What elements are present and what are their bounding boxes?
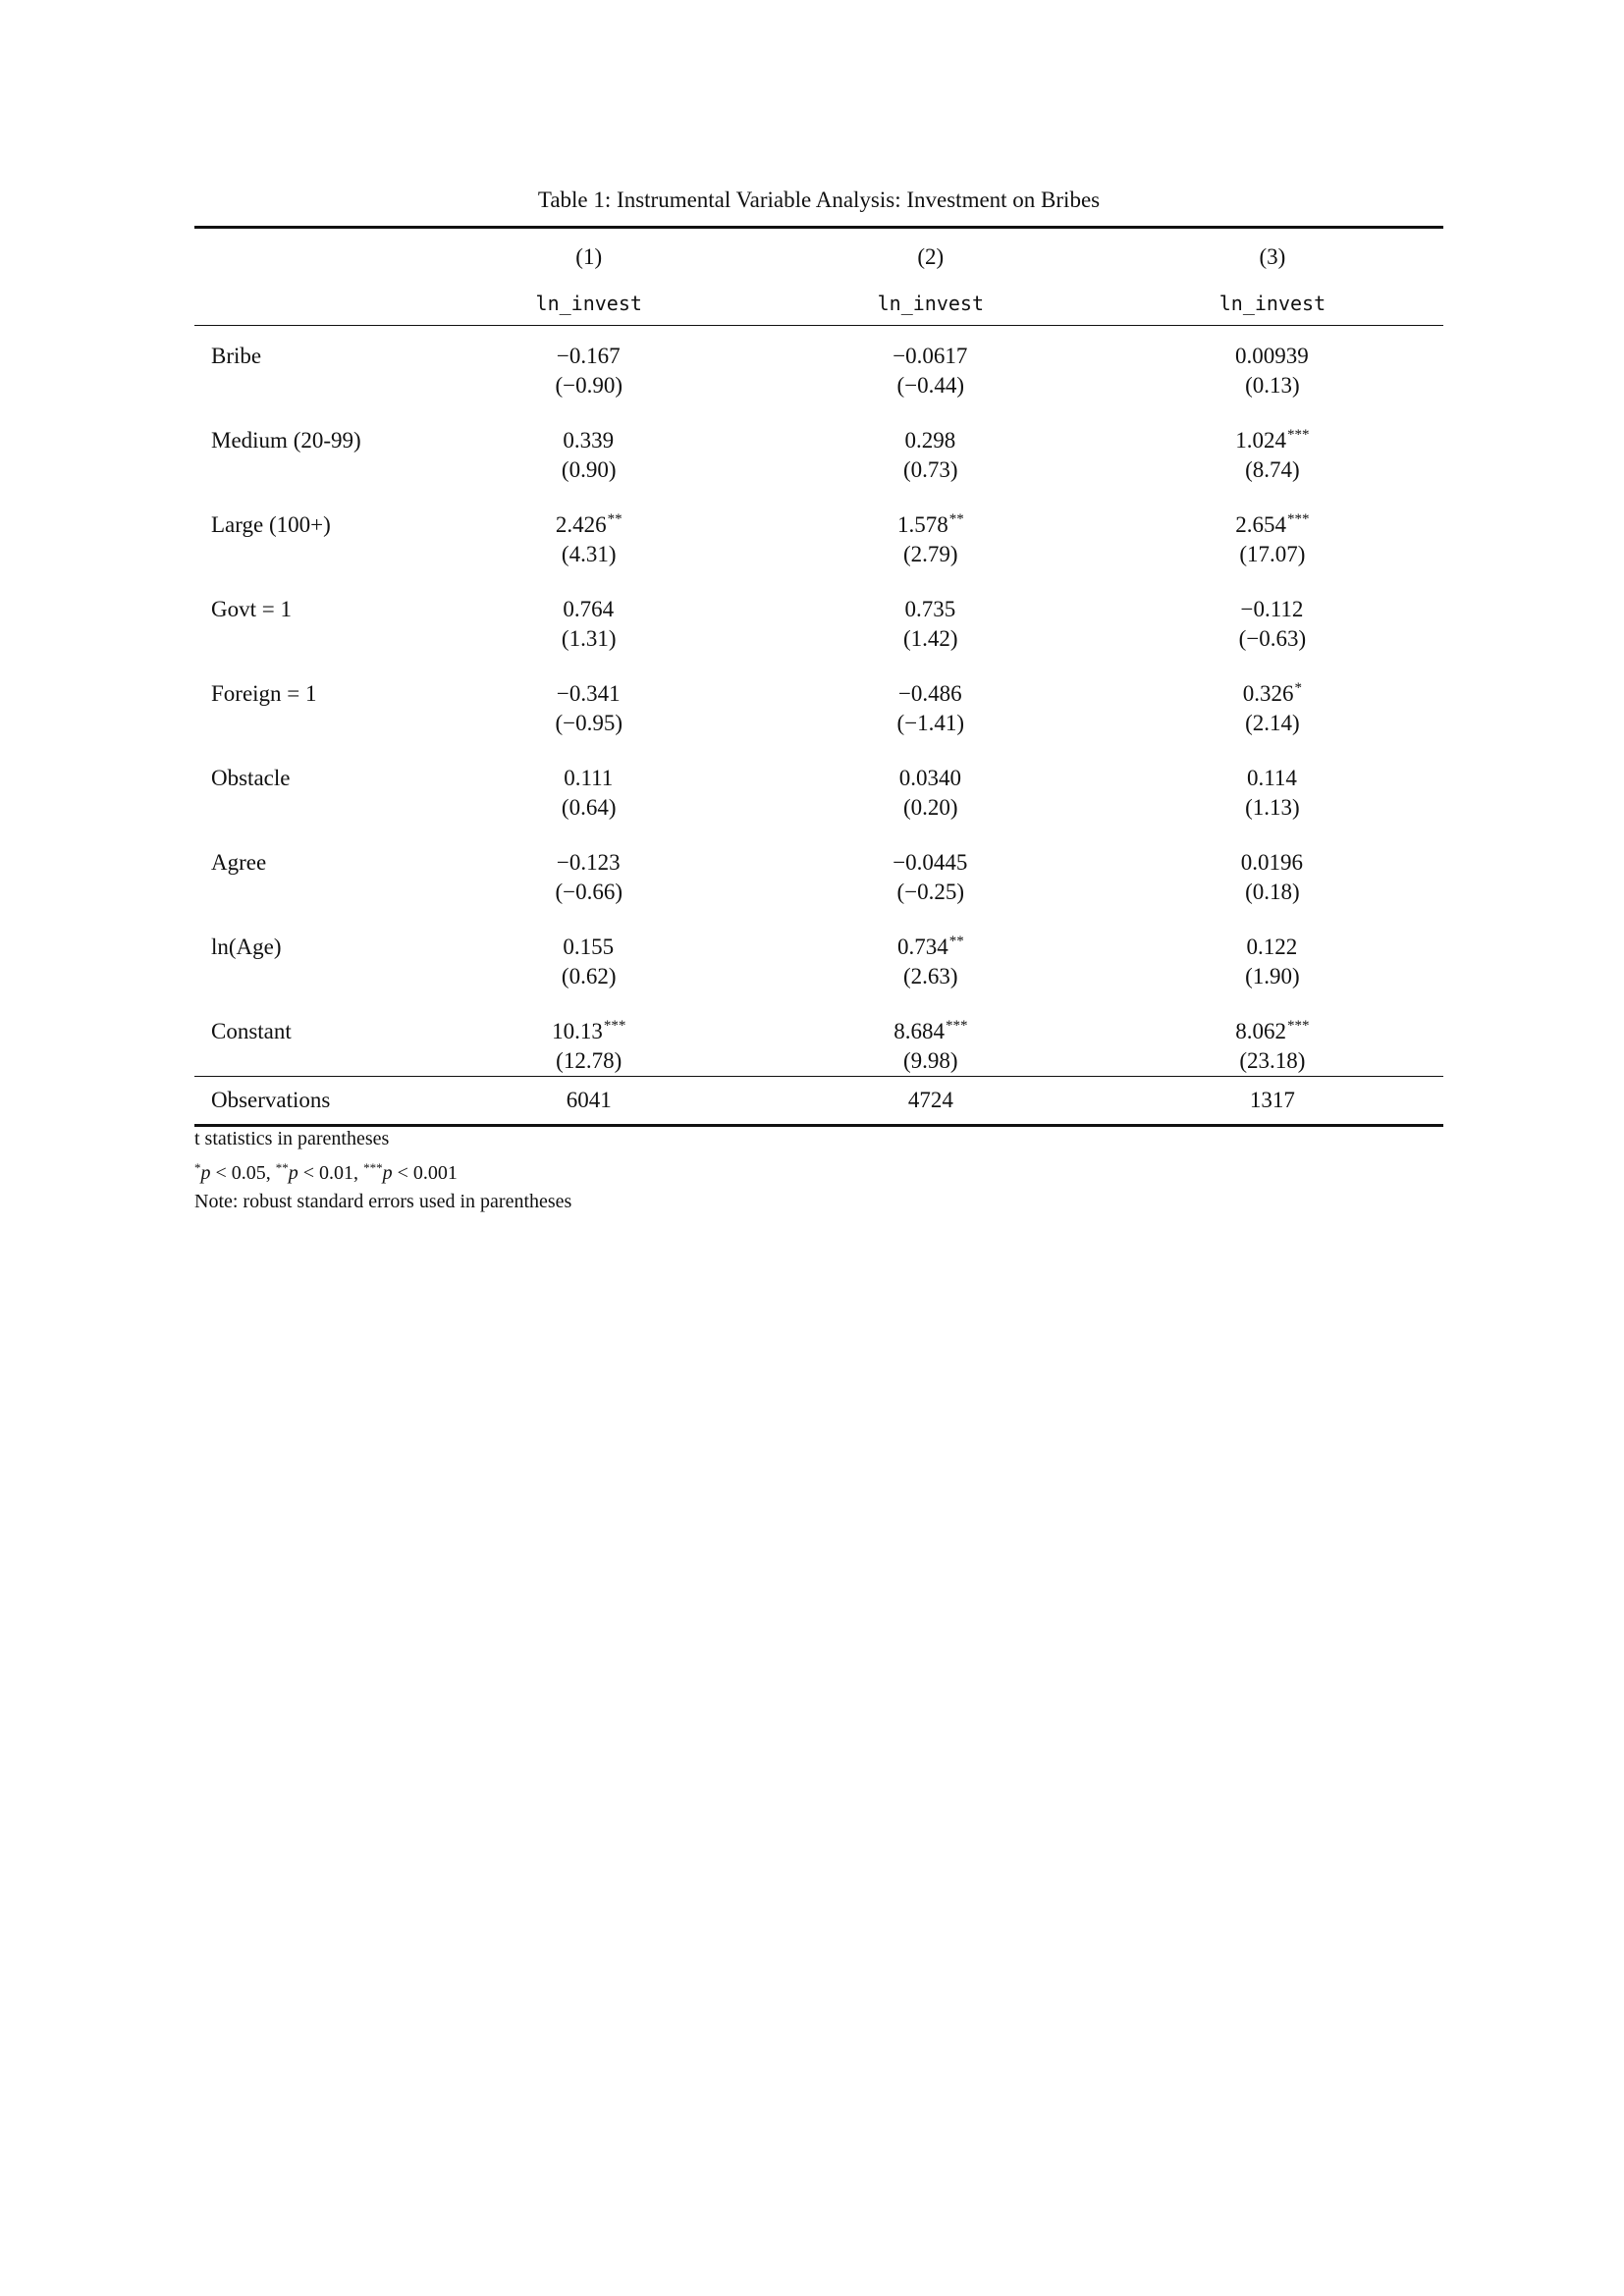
tstat-row <box>194 540 1443 573</box>
tstat-cell: (−0.25) <box>896 880 965 904</box>
coefficient-cell <box>418 1011 760 1046</box>
coefficient-value: 1.578 <box>896 512 948 537</box>
tstat-cell: (−0.44) <box>896 373 965 398</box>
column-number: (2) <box>917 244 945 269</box>
variable-label: Constant <box>211 1019 292 1043</box>
spacer-row <box>194 827 1443 842</box>
coefficient-cell <box>418 589 760 624</box>
coefficient-value: −0.123 <box>556 850 621 875</box>
spacer-row <box>194 404 1443 420</box>
coefficient-cell <box>760 589 1102 624</box>
observations-row <box>194 1077 1443 1126</box>
coefficient-value: 0.735 <box>904 597 956 621</box>
column-number: (1) <box>575 244 603 269</box>
tstat-label-empty <box>194 709 418 742</box>
tstat-cell: (0.73) <box>903 457 958 482</box>
coefficient-row <box>194 589 1443 624</box>
tstat-row <box>194 624 1443 658</box>
tstat-label-empty <box>194 793 418 827</box>
tstat-row <box>194 962 1443 995</box>
coefficient-value: 2.654 <box>1235 512 1287 537</box>
tstat-cell: (8.74) <box>1245 457 1300 482</box>
tstat-cell: (−1.41) <box>896 711 965 735</box>
coefficient-cell <box>760 673 1102 709</box>
coefficient-value: 0.764 <box>563 597 615 621</box>
coefficient-value: 0.734 <box>896 934 948 959</box>
tstat-label-empty <box>194 962 418 995</box>
coefficient-cell <box>1102 1011 1443 1046</box>
coefficient-row <box>194 758 1443 793</box>
spacer-cell <box>194 995 1443 1011</box>
header-empty-cell <box>194 228 418 283</box>
note-significance-levels <box>194 1153 571 1188</box>
observations-value: 4724 <box>907 1088 953 1112</box>
coefficient-value: −0.112 <box>1240 597 1304 621</box>
tstat-cell: (−0.95) <box>555 711 623 735</box>
coefficient-cell <box>760 927 1102 962</box>
coefficient-cell <box>1102 420 1443 455</box>
coefficient-value: −0.486 <box>897 681 962 706</box>
coefficient-row <box>194 420 1443 455</box>
significance-stars: ** <box>948 934 964 949</box>
tstat-row <box>194 455 1443 489</box>
coefficient-value: 0.114 <box>1246 766 1297 790</box>
coefficient-cell <box>1102 336 1443 371</box>
variable-label: Medium (20-99) <box>211 428 361 453</box>
tstat-cell: (23.18) <box>1239 1048 1306 1073</box>
coefficient-cell <box>418 673 760 709</box>
coefficient-value: 0.111 <box>564 766 614 790</box>
tstat-row <box>194 878 1443 911</box>
coefficient-cell <box>418 758 760 793</box>
coefficient-row <box>194 842 1443 878</box>
coefficient-cell <box>1102 758 1443 793</box>
coefficient-cell <box>1102 673 1443 709</box>
coefficient-cell <box>1102 589 1443 624</box>
table-notes <box>194 1125 571 1216</box>
significance-stars: * <box>1294 680 1303 696</box>
tstat-cell: (1.42) <box>903 626 958 651</box>
observations-label: Observations <box>211 1088 331 1112</box>
significance-stars: ** <box>607 511 623 527</box>
tstat-row <box>194 793 1443 827</box>
tstat-cell: (0.18) <box>1245 880 1300 904</box>
sig-star-3: *** <box>363 1160 383 1175</box>
sig-threshold-1: < 0.05, <box>210 1162 276 1184</box>
sig-threshold-3: < 0.001 <box>392 1162 458 1184</box>
spacer-cell <box>194 742 1443 758</box>
coefficient-value: 0.339 <box>563 428 615 453</box>
significance-stars: *** <box>945 1018 968 1034</box>
significance-stars: *** <box>603 1018 626 1034</box>
tstat-label-empty <box>194 455 418 489</box>
column-number: (3) <box>1259 244 1286 269</box>
coefficient-value: 0.00939 <box>1235 344 1309 368</box>
spacer-cell <box>194 827 1443 842</box>
spacer-row <box>194 326 1443 337</box>
coefficient-row <box>194 336 1443 371</box>
spacer-row <box>194 742 1443 758</box>
dependent-var: ln_invest <box>535 292 642 315</box>
spacer-cell <box>194 911 1443 927</box>
coefficient-value: −0.341 <box>556 681 621 706</box>
tstat-row <box>194 371 1443 404</box>
sig-star-2: ** <box>275 1160 289 1175</box>
spacer-cell <box>194 573 1443 589</box>
sig-p-1: p <box>200 1162 211 1184</box>
dependent-var: ln_invest <box>877 292 984 315</box>
spacer-cell <box>194 404 1443 420</box>
coefficient-row <box>194 1011 1443 1046</box>
coefficient-value: 2.426 <box>555 512 607 537</box>
coefficient-cell <box>760 1011 1102 1046</box>
tstat-cell: (9.98) <box>903 1048 958 1073</box>
coefficient-value: −0.0617 <box>893 344 968 368</box>
coefficient-row <box>194 673 1443 709</box>
tstat-cell: (0.62) <box>561 964 617 988</box>
tstat-label-empty <box>194 371 418 404</box>
coefficient-value: 0.326 <box>1242 681 1294 706</box>
tstat-cell: (4.31) <box>561 542 617 566</box>
significance-stars: *** <box>1287 1018 1310 1034</box>
tstat-label-empty <box>194 540 418 573</box>
dependent-var: ln_invest <box>1218 292 1326 315</box>
tstat-cell: (12.78) <box>556 1048 623 1073</box>
tstat-cell: (0.90) <box>561 457 617 482</box>
coefficient-cell <box>418 842 760 878</box>
tstat-cell: (2.63) <box>903 964 958 988</box>
variable-label: Agree <box>211 850 267 875</box>
regression-table-container <box>194 226 1443 1127</box>
observations-value: 6041 <box>566 1088 612 1112</box>
variable-label: Obstacle <box>211 766 291 790</box>
significance-stars: *** <box>1287 511 1310 527</box>
variable-label: Bribe <box>211 344 262 368</box>
tstat-cell: (−0.66) <box>555 880 623 904</box>
tstat-cell: (0.20) <box>903 795 958 820</box>
tstat-cell: (−0.63) <box>1238 626 1307 651</box>
significance-stars: *** <box>1287 427 1310 443</box>
variable-label: Govt = 1 <box>211 597 292 621</box>
sig-star-1: * <box>194 1160 201 1175</box>
tstat-label-empty <box>194 624 418 658</box>
tstat-cell: (1.13) <box>1245 795 1300 820</box>
tstat-cell: (−0.90) <box>555 373 623 398</box>
spacer-row <box>194 995 1443 1011</box>
header-row-column-numbers <box>194 228 1443 283</box>
significance-stars: ** <box>948 511 964 527</box>
coefficient-cell <box>1102 927 1443 962</box>
coefficient-cell <box>1102 505 1443 540</box>
sig-p-2: p <box>288 1162 298 1184</box>
coefficient-value: −0.0445 <box>893 850 968 875</box>
header-empty-cell <box>194 282 418 326</box>
table-caption: Table 1: Instrumental Variable Analysis: Investment on Bribes <box>537 187 1101 212</box>
coefficient-value: 0.0340 <box>898 766 961 790</box>
tstat-cell: (0.13) <box>1245 373 1300 398</box>
tstat-cell: (1.31) <box>561 626 617 651</box>
coefficient-value: 0.155 <box>563 934 615 959</box>
spacer-cell <box>194 326 1443 337</box>
variable-label: Large (100+) <box>211 512 331 537</box>
coefficient-value: 0.298 <box>904 428 956 453</box>
coefficient-cell <box>760 336 1102 371</box>
coefficient-cell <box>760 505 1102 540</box>
coefficient-cell <box>418 420 760 455</box>
coefficient-cell <box>1102 842 1443 878</box>
regression-table <box>194 226 1443 1127</box>
note-robust-errors: Note: robust standard errors used in parentheses <box>194 1191 572 1212</box>
spacer-row <box>194 489 1443 505</box>
note-t-statistics: t statistics in parentheses <box>194 1128 390 1149</box>
tstat-cell: (1.90) <box>1245 964 1300 988</box>
header-row-dependent-vars <box>194 282 1443 326</box>
coefficient-row <box>194 505 1443 540</box>
sig-threshold-2: < 0.01, <box>298 1162 364 1184</box>
observations-value: 1317 <box>1249 1088 1295 1112</box>
coefficient-value: 10.13 <box>552 1019 603 1043</box>
tstat-label-empty <box>194 878 418 911</box>
tstat-cell: (2.79) <box>903 542 958 566</box>
coefficient-value: −0.167 <box>556 344 621 368</box>
coefficient-cell <box>418 927 760 962</box>
variable-label: ln(Age) <box>211 934 282 959</box>
spacer-row <box>194 911 1443 927</box>
coefficient-row <box>194 927 1443 962</box>
spacer-cell <box>194 658 1443 673</box>
coefficient-value: 1.024 <box>1235 428 1287 453</box>
tstat-cell: (17.07) <box>1239 542 1306 566</box>
coefficient-cell <box>418 505 760 540</box>
variable-label: Foreign = 1 <box>211 681 317 706</box>
coefficient-value: 0.122 <box>1246 934 1298 959</box>
spacer-cell <box>194 489 1443 505</box>
coefficient-value: 0.0196 <box>1240 850 1304 875</box>
coefficient-cell <box>760 842 1102 878</box>
coefficient-value: 8.684 <box>893 1019 945 1043</box>
tstat-row <box>194 709 1443 742</box>
spacer-row <box>194 573 1443 589</box>
coefficient-cell <box>760 420 1102 455</box>
sig-p-3: p <box>382 1162 393 1184</box>
spacer-row <box>194 658 1443 673</box>
tstat-cell: (0.64) <box>561 795 617 820</box>
coefficient-cell <box>418 336 760 371</box>
coefficient-cell <box>760 758 1102 793</box>
coefficient-value: 8.062 <box>1235 1019 1287 1043</box>
tstat-label-empty <box>194 1046 418 1077</box>
tstat-row <box>194 1046 1443 1077</box>
tstat-cell: (2.14) <box>1245 711 1300 735</box>
